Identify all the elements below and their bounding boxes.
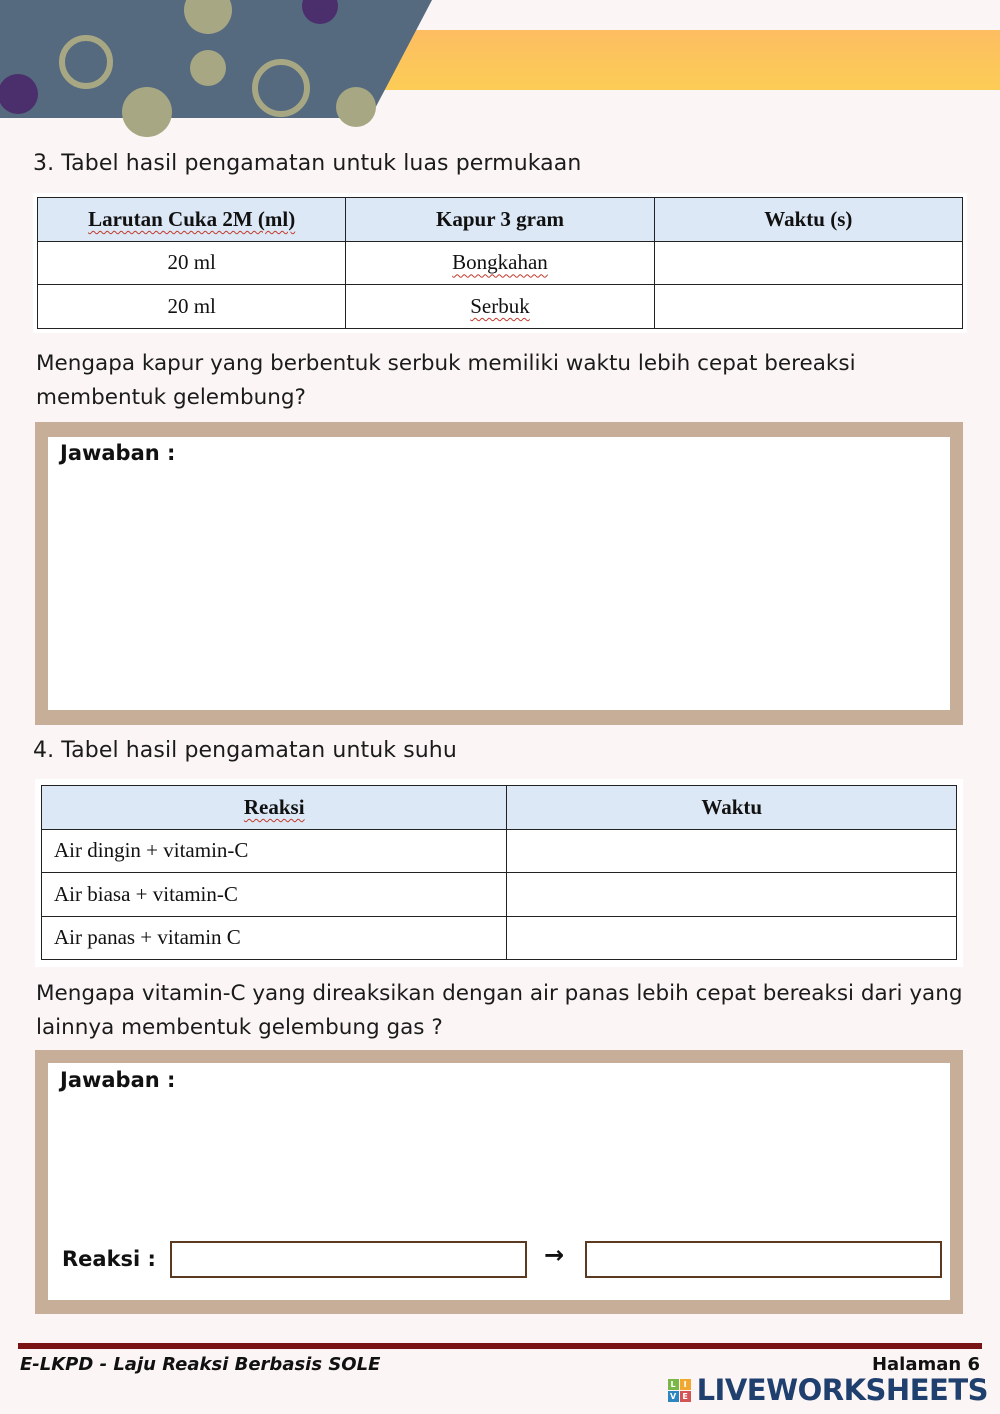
table-cell-text: Bongkahan [452,250,548,275]
table-cell: Air panas + vitamin C [42,916,507,960]
section3-answer-frame [35,422,963,725]
table-cell [346,285,654,329]
temperature-table-wrapper [35,779,963,967]
temperature-table [41,785,957,960]
section4-answer-box[interactable] [48,1063,950,1300]
product-input-box[interactable] [585,1241,942,1278]
column-header-label: Larutan Cuka 2M (ml) [88,206,296,231]
logo-tile: E [680,1391,691,1402]
header-banner-graphic [0,0,1000,140]
section4-answer-frame [35,1050,963,1314]
table-cell: Air biasa + vitamin-C [42,873,507,917]
time-answer-cell[interactable] [654,285,962,329]
section3-answer-box[interactable] [48,437,950,710]
table-cell: Air dingin + vitamin-C [42,829,507,873]
time-answer-cell[interactable] [507,916,957,960]
table-row [38,241,963,285]
time-answer-cell[interactable] [654,241,962,285]
table-header-row [38,198,963,242]
footer-divider [18,1343,982,1349]
time-answer-cell[interactable] [507,873,957,917]
time-answer-cell[interactable] [507,829,957,873]
table-row [38,285,963,329]
answer-label: Jawaban : [60,441,176,465]
header-dot [122,87,172,137]
header-yellow-band [370,30,1000,90]
table-cell [346,241,654,285]
table-cell-text: Serbuk [470,293,530,318]
column-header-label: Reaksi [243,794,305,819]
reaction-label: Reaksi : [62,1247,156,1271]
table-cell: 20 ml [38,241,346,285]
liveworksheets-logo-icon [668,1379,691,1402]
surface-area-table [37,197,963,329]
liveworksheets-brand [668,1372,988,1408]
footer-document-title: E-LKPD - Laju Reaksi Berbasis SOLE [20,1354,381,1375]
logo-tile: L [668,1379,679,1390]
table-cell: 20 ml [38,285,346,329]
section4-question: Mengapa vitamin-C yang direaksikan dengan air panas lebih cepat bereaksi dari yang lainnya membentuk gelembung gas ? [36,981,963,1040]
column-header: Kapur 3 gram [346,198,654,242]
footer-page-number: Halaman 6 [871,1354,980,1375]
logo-tile: V [668,1391,679,1402]
section3-question: Mengapa kapur yang berbentuk serbuk memiliki waktu lebih cepat bereaksi membentuk gelembung? [36,351,856,410]
column-header: Waktu (s) [654,198,962,242]
table-row [42,916,957,960]
table-row [42,829,957,873]
column-header: Waktu [507,786,957,830]
column-header [38,198,346,242]
liveworksheets-wordmark: LIVEWORKSHEETS [696,1373,988,1407]
section4-title: 4. Tabel hasil pengamatan untuk suhu [33,738,457,763]
column-header [42,786,507,830]
answer-label: Jawaban : [60,1068,176,1092]
header-dot [190,50,226,86]
section3-title: 3. Tabel hasil pengamatan untuk luas permukaan [33,151,582,176]
logo-tile: I [680,1379,691,1390]
table-header-row [42,786,957,830]
right-arrow-icon: → [544,1241,565,1269]
header-decoration [0,0,1000,140]
surface-area-table-wrapper [33,193,967,333]
table-row [42,873,957,917]
reactant-input-box[interactable] [170,1241,527,1278]
header-dot [336,87,376,127]
